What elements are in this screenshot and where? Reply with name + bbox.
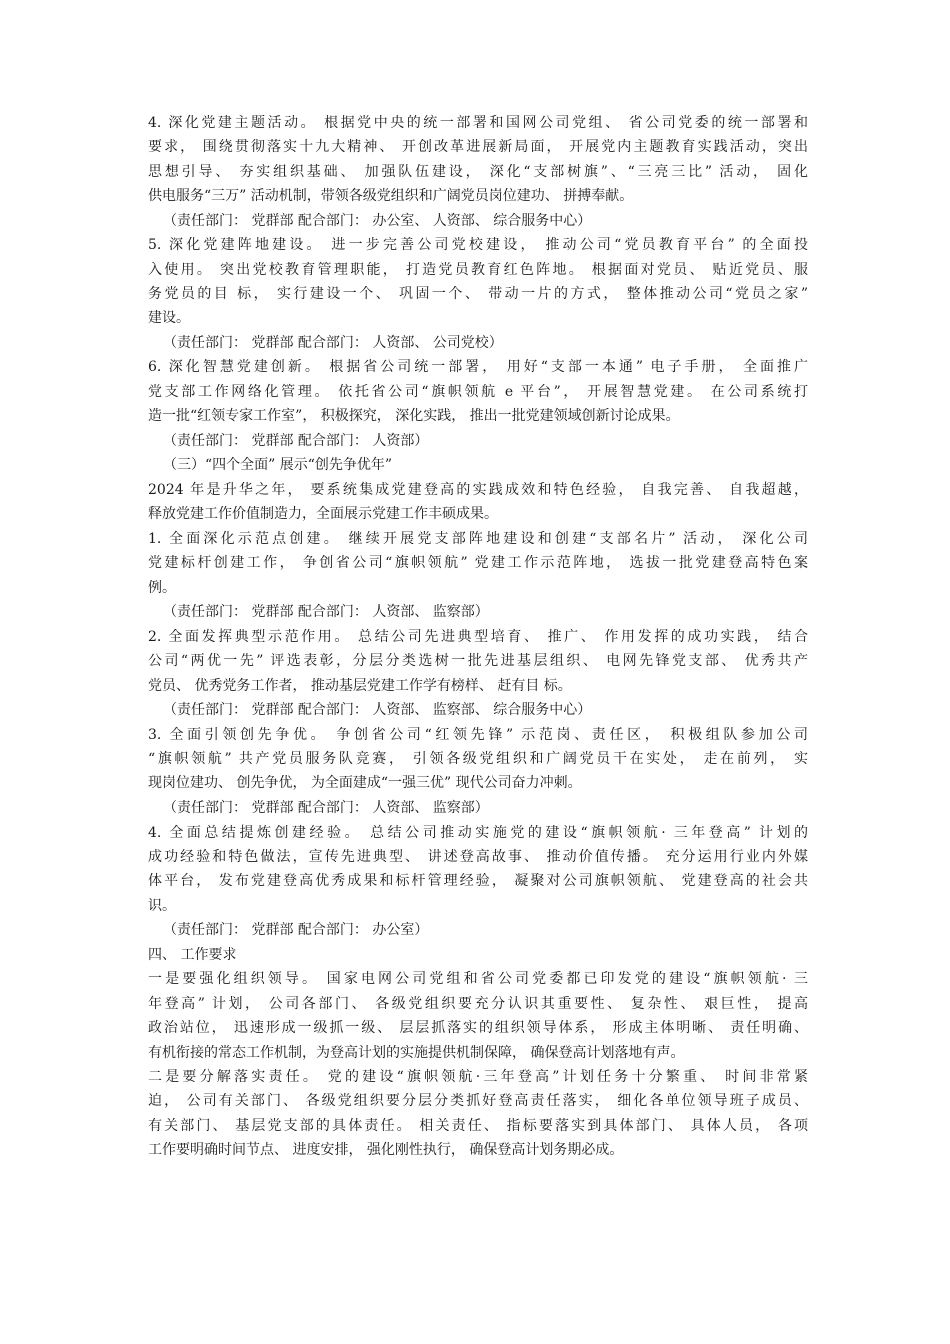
text-line: 建设。: [148, 310, 190, 326]
text-line: 思想引导、 夯实组织基础、 加强队伍建设， 深化“支部树旗”、“三亮三比” 活动， 固化: [148, 164, 808, 180]
text-line: 公司“两优一先” 评选表彰，分层分类选树一批先进基层组织、 电网先锋党支部、 优秀共产: [148, 653, 808, 669]
text-line: （责任部门： 党群部 配合部门： 办公室）: [163, 922, 429, 938]
text-line: 供电服务“三万” 活动机制，带领各级党组织和广阔党员岗位建功、 拼搏奉献。: [148, 188, 634, 204]
text-line: （责任部门： 党群部 配合部门： 人资部、 公司党校）: [163, 335, 503, 351]
text-line: 造一批“红领专家工作室”， 积极探究， 深化实践， 推出一批党建领域创新讨论成果。: [148, 408, 680, 424]
text-line: 有机衔接的常态工作机制，为登高计划的实施提供机制保障， 确保登高计划落地有声。: [148, 1045, 685, 1061]
text-line: （责任部门： 党群部 配合部门： 办公室、 人资部、 综合服务中心）: [163, 213, 592, 229]
text-line: （三）“四个全面” 展示“创先争优年”: [163, 457, 393, 473]
text-line: 入使用。 突出党校教育管理职能， 打造党员教育红色阵地。 根据面对党员、 贴近党员、服: [148, 262, 808, 278]
text-line: 6. 深化智慧党建创新。 根据省公司统一部署， 用好“支部一本通” 电子手册， 全面推广: [148, 359, 808, 375]
text-line: 要求， 围绕贯彻落实十九大精神、 开创改革进展新局面， 开展党内主题教育实践活动，突出: [148, 139, 808, 155]
text-line: 有关部门、 基层党支部的具体责任。 相关责任、 指标要落实到具体部门、 具体人员， 各项: [148, 1118, 808, 1134]
text-line: 党建标杆创建工作， 争创省公司“旗帜领航” 党建工作示范阵地， 选拔一批党建登高特色案: [148, 555, 808, 571]
text-line: 2. 全面发挥典型示范作用。 总结公司先进典型培育、 推广、 作用发挥的成功实践， 结合: [148, 629, 808, 645]
text-line: 党员、 优秀党务工作者， 推动基层党建工作学有榜样、 赶有目 标。: [148, 678, 572, 694]
text-line: 年登高” 计划， 公司各部门、 各级党组织要充分认识其重要性、 复杂性、 艰巨性， 提高: [148, 996, 808, 1012]
text-line: （责任部门： 党群部 配合部门： 人资部、 监察部）: [163, 604, 489, 620]
text-line: 3. 全面引领创先争优。 争创省公司“红领先锋” 示范岗、责任区， 积极组队参加公司: [148, 727, 808, 743]
text-line: 5. 深化党建阵地建设。 进一步完善公司党校建设， 推动公司“党员教育平台” 的全面投: [148, 237, 808, 253]
text-line: 工作要明确时间节点、 进度安排， 强化刚性执行， 确保登高计划务期必成。: [148, 1142, 624, 1158]
text-line: 例。: [148, 580, 176, 596]
text-line: 成功经验和特色做法，宣传先进典型、 讲述登高故事、 推动价值传播。 充分运用行业内外媒: [148, 849, 808, 865]
text-line: 政治站位， 迅速形成一级抓一级、 层层抓落实的组织领导体系， 形成主体明晰、 责任明确、: [148, 1020, 808, 1036]
text-line: 现岗位建功、 创先争优， 为全面建成“一强三优” 现代公司奋力冲刺。: [148, 775, 582, 791]
text-line: 党支部工作网络化管理。 依托省公司“旗帜领航 e 平台”， 开展智慧党建。 在公司系统打: [148, 384, 808, 400]
text-line: 一是要强化组织领导。 国家电网公司党组和省公司党委都已印发党的建设“旗帜领航· 三: [148, 971, 808, 987]
text-line: 务党员的目 标， 实行建设一个、 巩固一个、 带动一片的方式， 整体推动公司“党员之家”: [148, 286, 808, 302]
text-line: 2024 年是升华之年， 要系统集成党建登高的实践成效和特色经验， 自我完善、 自我超越，: [148, 482, 808, 498]
text-line: （责任部门： 党群部 配合部门： 人资部、 监察部）: [163, 800, 489, 816]
text-line: 四、 工作要求: [148, 947, 237, 963]
text-line: 迫， 公司有关部门、 各级党组织要分层分类抓好登高责任落实， 细化各单位领导班子成员、: [148, 1093, 808, 1109]
text-line: 体平台， 发布党建登高优秀成果和标杆管理经验， 凝聚对公司旗帜领航、 党建登高的社会共: [148, 873, 808, 889]
text-line: （责任部门： 党群部 配合部门： 人资部）: [163, 433, 429, 449]
text-line: 4. 深化党建主题活动。 根据党中央的统一部署和国网公司党组、 省公司党委的统一部署和: [148, 115, 808, 131]
text-line: 二是要分解落实责任。 党的建设“旗帜领航·三年登高”计划任务十分繁重、 时间非常紧: [148, 1069, 808, 1085]
text-line: “旗帜领航” 共产党员服务队竞赛， 引领各级党组织和广阔党员干在实处， 走在前列， 实: [148, 751, 808, 767]
text-line: 识。: [148, 898, 176, 914]
text-line: 释放党建工作价值制造力，全面展示党建工作丰硕成果。: [148, 506, 498, 522]
text-line: 1. 全面深化示范点创建。 继续开展党支部阵地建设和创建“支部名片” 活动， 深化公司: [148, 531, 808, 547]
text-line: （责任部门： 党群部 配合部门： 人资部、 监察部、 综合服务中心）: [163, 702, 592, 718]
text-line: 4. 全面总结提炼创建经验。 总结公司推动实施党的建设“旗帜领航· 三年登高” 计划的: [148, 825, 808, 841]
